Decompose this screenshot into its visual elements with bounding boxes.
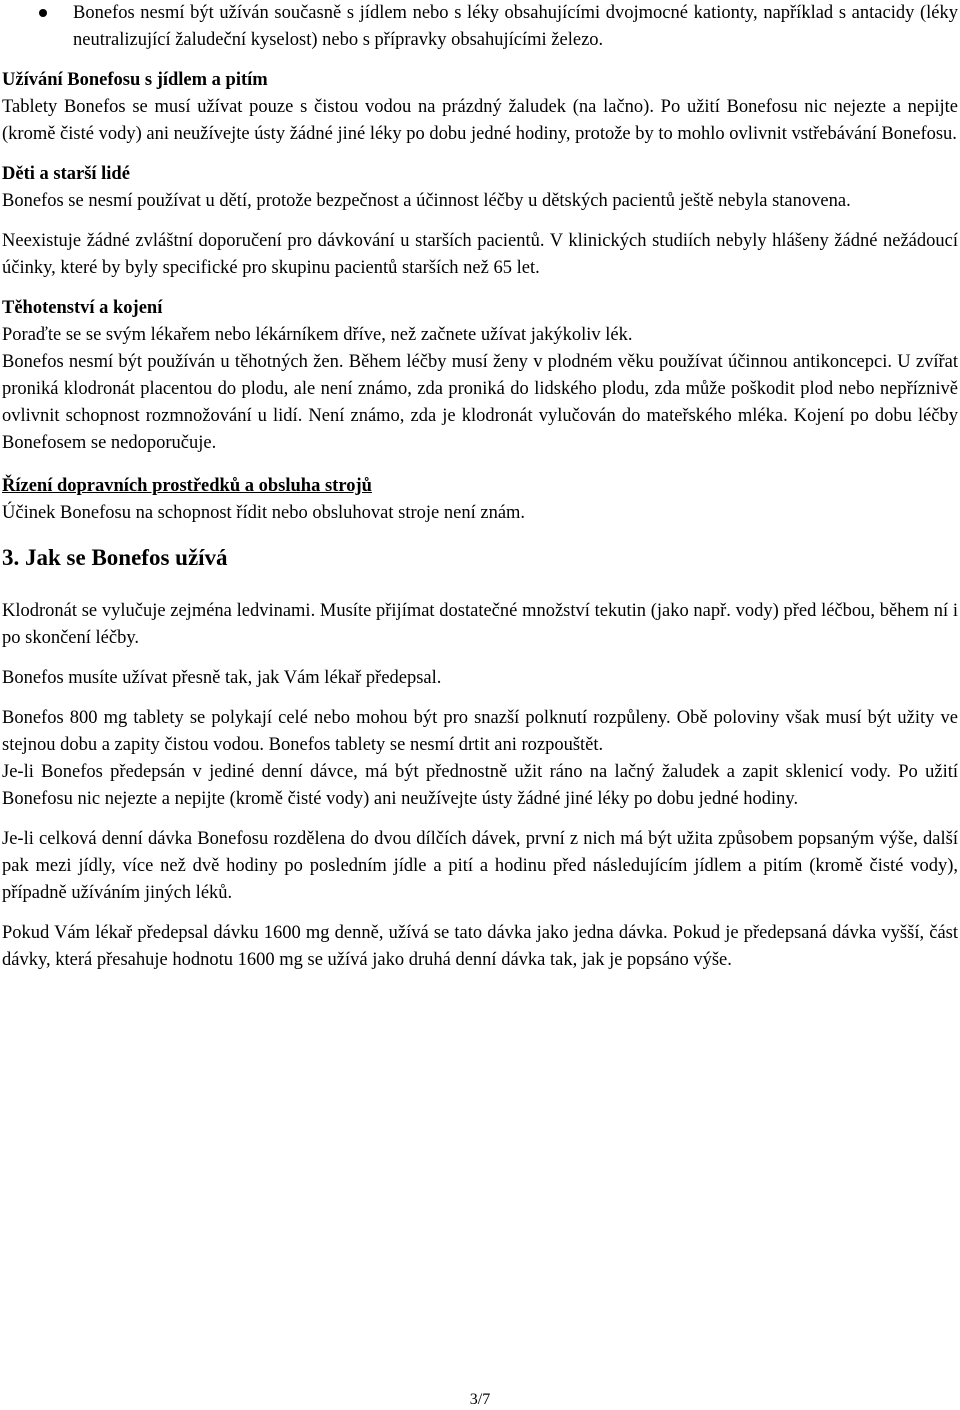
page-number: 3/7 <box>469 1391 491 1408</box>
driving-text: Účinek Bonefosu na schopnost řídit nebo obsluhovat stroje není znám. <box>2 503 526 523</box>
section-3-paragraph-5: Je-li celková denní dávka Bonefosu rozdělena do dvou dílčích dávek, první z nich má být užita způsobem popsaným výše, další pak mezi jídly, více než dvě hodiny po posledním jídle a pití a hodinu před následujícím jídlem a pitím (kromě čisté vody), případně užíváním jiných léků. <box>2 829 958 903</box>
section-3-paragraph-1: Klodronát se vylučuje zejména ledvinami. Musíte přijímat dostatečné množství tekutin (jako např. vody) před léčbou, během ní i po skončení léčby. <box>2 601 958 648</box>
children-heading: Děti a starší lidé <box>2 164 130 184</box>
bullet-icon <box>39 9 47 17</box>
section-3-paragraph-3: Bonefos 800 mg tablety se polykají celé nebo mohou být pro snazší polknutí rozpůleny. Obě poloviny však musí být užity ve stejnou dobu a zapity čistou vodou. Bonefos tablety se nesmí drtit ani rozpouštět. <box>2 708 958 755</box>
food-text: Tablety Bonefos se musí užívat pouze s čistou vodou na prázdný žaludek (na lačno). Po užití Bonefosu nic nejezte a nepijte (kromě čisté vody) ani neužívejte ústy žádné jiné léky po dobu jedné hodiny, protože by to mohlo ovlivnit vstřebávání Bonefosu. <box>2 97 958 144</box>
section-3-paragraph-2: Bonefos musíte užívat přesně tak, jak Vám lékař předepsal. <box>2 668 442 688</box>
section-3-paragraph-4: Je-li Bonefos předepsán v jediné denní dávce, má být přednostně užit ráno na lačný žaludek a zapit sklenicí vody. Po užití Bonefosu nic nejezte a nepijte (kromě čisté vody) ani neužívejte ústy žádné jiné léky po dobu jedné hodiny. <box>2 762 958 809</box>
document-page <box>2 0 958 1408</box>
section-3-heading: 3. Jak se Bonefos užívá <box>2 545 228 570</box>
bullet-item <box>2 0 958 54</box>
section-3-paragraph-6: Pokud Vám lékař předepsal dávku 1600 mg denně, užívá se tato dávka jako jedna dávka. Pokud je předepsaná dávka vyšší, část dávky, která přesahuje hodnotu 1600 mg se užívá jako druhá denní dávka tak, jak je popsáno výše. <box>2 923 958 970</box>
children-paragraph-2: Neexistuje žádné zvláštní doporučení pro dávkování u starších pacientů. V klinických studiích nebyly hlášeny žádné nežádoucí účinky, které by byly specifické pro skupinu pacientů starších než 65 let. <box>2 231 958 278</box>
pregnancy-text: Bonefos nesmí být používán u těhotných žen. Během léčby musí ženy v plodném věku používat účinnou antikoncepci. U zvířat proniká klodronát placentou do plodu, ale není známo, zda proniká do lidského plodu, zda může poškodit plod nebo nepříznivě ovlivnit schopnost rozmnožování u lidí. Není známo, zda je klodronát vylučován do mateřského mléka. Kojení po dobu léčby Bonefosem se nedoporučuje. <box>2 352 958 453</box>
pregnancy-heading: Těhotenství a kojení <box>2 298 163 318</box>
driving-heading: Řízení dopravních prostředků a obsluha strojů <box>2 476 372 496</box>
food-heading: Užívání Bonefosu s jídlem a pitím <box>2 70 268 90</box>
bullet-text: Bonefos nesmí být užíván současně s jídlem nebo s léky obsahujícími dvojmocné kationty, například s antacidy (léky neutralizující žaludeční kyselost) nebo s přípravky obsahujícími železo. <box>73 3 958 50</box>
children-paragraph-1: Bonefos se nesmí používat u dětí, protože bezpečnost a účinnost léčby u dětských pacientů ještě nebyla stanovena. <box>2 191 851 211</box>
pregnancy-line-1: Poraďte se se svým lékařem nebo lékárníkem dříve, než začnete užívat jakýkoliv lék. <box>2 325 633 345</box>
